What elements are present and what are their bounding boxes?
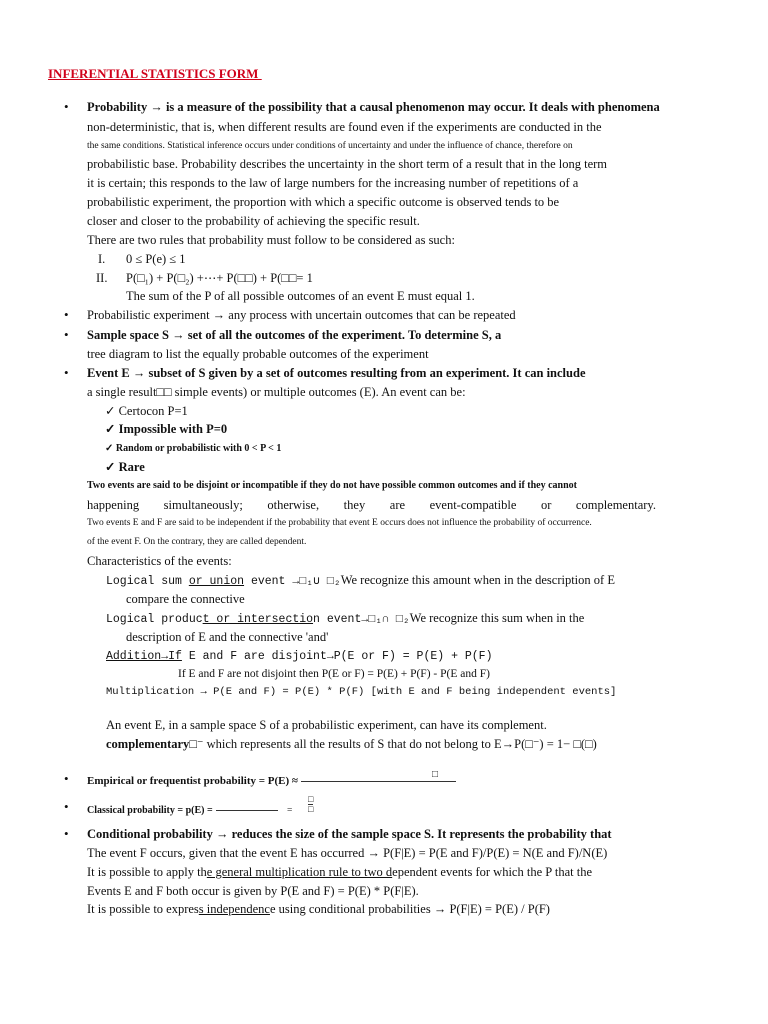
fraction-numerator: □	[432, 769, 439, 780]
text-line: The sum of the P of all possible outcomes of an event E must equal 1.	[126, 289, 475, 303]
event-type-rare: ✓ Rare	[105, 460, 145, 474]
rule-one: 0 ≤ P(e) ≤ 1	[126, 252, 186, 266]
sample-space-definition: Sample space S → set of all the outcomes of the experiment. To determine S, a	[87, 328, 502, 342]
fraction-bar	[216, 810, 278, 811]
bullet: •	[64, 826, 69, 841]
text-line: It is possible to express independence using conditional probabilities → P(F|E) = P(E) / P(F)	[87, 902, 550, 916]
text-line: the same conditions. Statistical inference occurs under conditions of uncertainty and under the influence of chance, therefore on	[87, 141, 573, 151]
bullet: •	[64, 771, 69, 786]
event-definition: Event E → subset of S given by a set of outcomes resulting from an experiment. It can include	[87, 366, 586, 380]
disjoint-line-justified	[87, 497, 656, 513]
text-line: probabilistic experiment, the proportion with which a specific outcome is observed tends to be	[87, 195, 560, 209]
complement-definition: An event E, in a sample space S of a probabilistic experiment, can have its complement.	[106, 718, 547, 732]
event-type-certain: ✓ Certocon P=1	[105, 404, 188, 418]
text-line: closer and closer to the probability of achieving the specific result.	[87, 214, 420, 228]
text-line: of the event F. On the contrary, they are called dependent.	[87, 537, 307, 547]
classical-probability: Classical probability = p(E) = =	[87, 805, 293, 816]
word: they	[343, 498, 366, 512]
word: or	[540, 498, 552, 512]
text-line: It is possible to apply the general multiplication rule to two dependent events for which the P that the	[87, 865, 592, 879]
rule-two: P(□₁) + P(□₂) +⋯+ P(□□) + P(□□= 1	[126, 271, 313, 285]
bullet: •	[64, 99, 69, 114]
page-title: INFERENTIAL STATISTICS FORM	[48, 66, 262, 81]
text-line: non-deterministic, that is, when different results are found even if the experiments are conducted in the	[87, 120, 602, 134]
multiplication-rule-line: Multiplication → P(E and F) = P(E) * P(F) [with E and F being independent events]	[106, 686, 617, 698]
text-line: The event F occurs, given that the event E has occurred → P(F|E) = P(E and F)/P(E) = N(E and F)/N(E)	[87, 846, 608, 860]
event-type-random: ✓ Random or probabilistic with 0 < P < 1	[105, 443, 282, 454]
bullet: •	[64, 365, 69, 380]
bullet: •	[64, 307, 69, 322]
logical-sum-line: Logical sum or union event →□₁∪ □₂We recognize this amount when in the description of E	[106, 573, 615, 588]
event-type-impossible: ✓ Impossible with P=0	[105, 422, 228, 436]
independent-definition: Two events E and F are said to be independent if the probability that event E occurs does not influence the probability of occurrence.	[87, 518, 592, 528]
rule-number: II.	[96, 271, 108, 285]
characteristics-heading: Characteristics of the events:	[87, 554, 232, 568]
text-line: compare the connective	[126, 592, 245, 606]
word: otherwise,	[267, 498, 320, 512]
text-line: Events E and F both occur is given by P(E and F) = P(E) * P(F|E).	[87, 884, 419, 898]
word: happening	[87, 498, 140, 512]
word: simultaneously;	[163, 498, 243, 512]
text-line: it is certain; this responds to the law of large numbers for the increasing number of repetitions of a	[87, 176, 579, 190]
word: complementary.	[575, 498, 656, 512]
bullet: •	[64, 327, 69, 342]
probability-definition: Probability → is a measure of the possibility that a causal phenomenon may occur. It deals with phenomena	[87, 100, 660, 114]
small-fraction: □ □	[308, 794, 314, 814]
rule-number: I.	[98, 252, 106, 266]
text-line: There are two rules that probability must follow to be considered as such:	[87, 233, 455, 247]
text-line: description of E and the connective 'and'	[126, 630, 329, 644]
addition-rule-general: If E and F are not disjoint then P(E or F) = P(E) + P(F) - P(E and F)	[178, 668, 490, 680]
experiment-definition: Probabilistic experiment → any process with uncertain outcomes that can be repeated	[87, 308, 516, 322]
disjoint-definition: Two events are said to be disjoint or incompatible if they do not have possible common outcomes and if they cannot	[87, 480, 578, 491]
conditional-probability-definition: Conditional probability → reduces the size of the sample space S. It represents the probability that	[87, 827, 612, 841]
fraction-bar	[301, 781, 456, 782]
text-line: tree diagram to list the equally probable outcomes of the experiment	[87, 347, 429, 361]
text-line: a single result□□ simple events) or multiple outcomes (E). An event can be:	[87, 385, 466, 399]
word: event-compatible	[429, 498, 517, 512]
complement-formula: complementary□⁻ which represents all the results of S that do not belong to E→P(□⁻) = 1− □(□)	[106, 737, 597, 751]
addition-rule-line: Addition→If E and F are disjoint→P(E or F) = P(E) + P(F)	[106, 650, 493, 663]
empirical-probability: Empirical or frequentist probability = P(E) ≈	[87, 772, 456, 789]
word: are	[389, 498, 406, 512]
bullet: •	[64, 799, 69, 814]
text-line: probabilistic base. Probability describes the uncertainty in the short term of a result that in the long term	[87, 157, 608, 171]
logical-product-line: Logical product or intersection event→□₁∩ □₂We recognize this sum when in the	[106, 611, 585, 626]
